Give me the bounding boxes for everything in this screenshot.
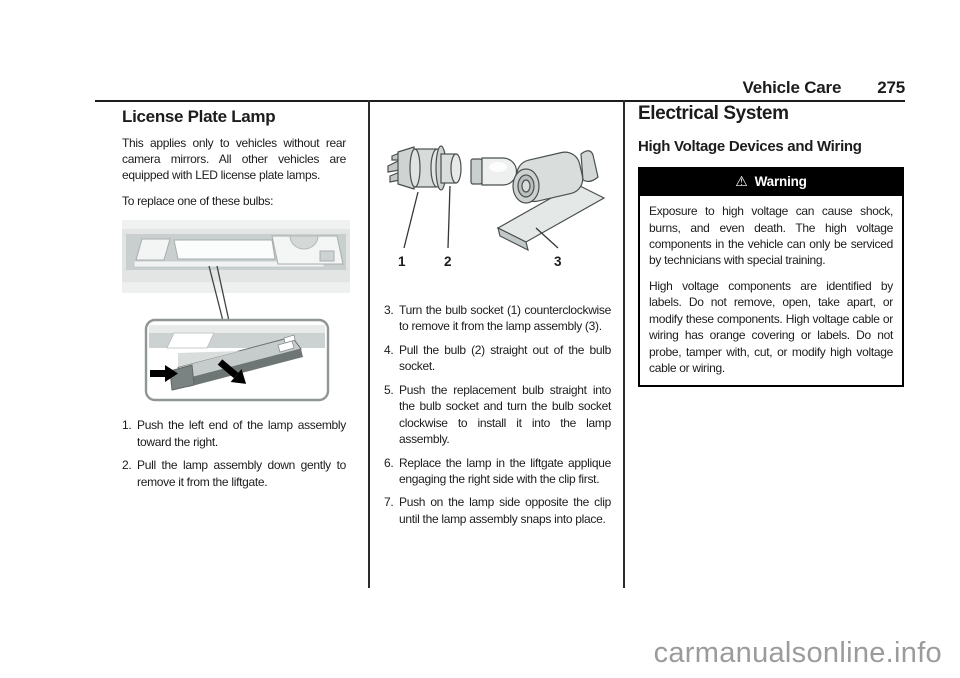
warning-triangle-icon: ⚠: [735, 173, 748, 190]
step-item: [122, 457, 346, 490]
figure-label-1: 1: [398, 254, 406, 269]
watermark: carmanualsonline.info: [653, 637, 942, 669]
step-item: [122, 417, 346, 450]
warning-paragraph: High voltage components are identified by labels. Do not remove, open, take apart, or modify these components. High voltage cable or wiring has orange covering or labels. Do not probe, tamper with, cut, or modify high voltage cable or wiring.: [649, 278, 893, 376]
heading-electrical-system: Electrical System: [638, 103, 789, 124]
step-item: [384, 382, 611, 448]
step-number: 6.: [384, 455, 394, 470]
figure-label-2: 2: [444, 254, 452, 269]
warning-paragraph: Exposure to high voltage can cause shock, burns, and even death. The high voltage components in the vehicle can only be serviced by technicians with special training.: [649, 204, 893, 268]
step-text: Push on the lamp side opposite the clip until the lamp assembly snaps into place.: [399, 495, 611, 526]
step-number: 7.: [384, 495, 394, 510]
header-section-title: Vehicle Care: [742, 78, 842, 97]
step-item: [384, 342, 611, 375]
license-lamp-figure: [122, 220, 350, 402]
step-number: 3.: [384, 303, 394, 317]
middle-column: [384, 112, 611, 534]
step-text: Pull the bulb (2) straight out of the bulb socket.: [399, 342, 611, 374]
step-number: 5.: [384, 382, 394, 397]
left-column: [122, 107, 346, 497]
warning-box: [638, 167, 904, 386]
heading-high-voltage: High Voltage Devices and Wiring: [638, 137, 862, 155]
column-divider-right: [623, 100, 625, 588]
figure-label-3: 3: [554, 254, 562, 269]
lamp-removal-inset-illustration: [146, 320, 328, 400]
column-divider-left: [368, 100, 370, 588]
license-lamp-intro: This applies only to vehicles without rear camera mirrors. All other vehicles are equipped with LED license plate lamps.: [122, 135, 346, 183]
license-lamp-lead-in: To replace one of these bulbs:: [122, 193, 274, 208]
warning-title: Warning: [754, 174, 807, 190]
step-text: Replace the lamp in the liftgate applique engaging the right side with the clip first.: [399, 455, 611, 486]
step-text: Pull the lamp assembly down gently to remove it from the liftgate.: [137, 458, 346, 489]
step-item: [384, 302, 611, 335]
step-item: [384, 494, 611, 527]
step-number: 2.: [122, 458, 132, 473]
warning-header: [640, 169, 902, 196]
step-text: Push the left end of the lamp assembly toward the right.: [137, 418, 346, 449]
bulb-socket-illustration: [388, 146, 461, 190]
step-number: 4.: [384, 342, 394, 357]
header-rule: [95, 100, 905, 102]
step-text: Turn the bulb socket (1) counterclockwise to remove it from the lamp assembly (3).: [399, 303, 611, 334]
bulb-illustration: [471, 158, 516, 185]
heading-license-plate-lamp: License Plate Lamp: [122, 107, 276, 126]
warning-body: [640, 196, 902, 384]
right-column: [638, 104, 904, 387]
license-lamp-steps-1-2: [122, 417, 346, 490]
running-header: [95, 78, 905, 98]
bulb-replacement-steps-3-7: [384, 302, 611, 527]
liftgate-applique-illustration: [122, 220, 350, 293]
header-page-number: 275: [877, 78, 905, 97]
step-item: [384, 455, 611, 488]
step-number: 1.: [122, 418, 132, 433]
bulb-socket-parts-figure: [384, 112, 612, 274]
step-text: Push the replacement bulb straight into the bulb socket and turn the bulb socket clockwise to install it into the lamp assembly.: [399, 382, 611, 447]
